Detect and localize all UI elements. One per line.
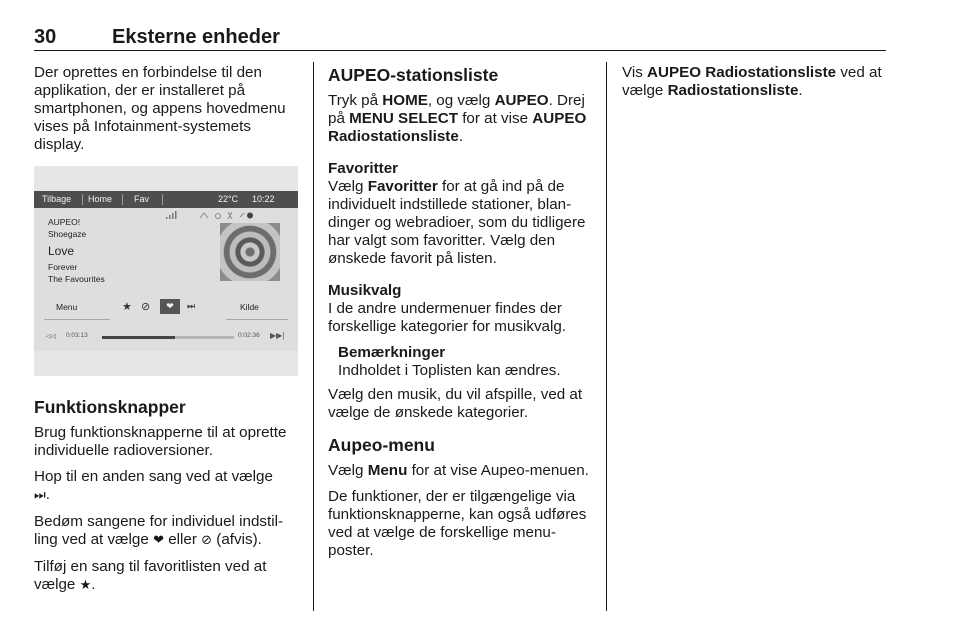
header-rule <box>34 50 886 51</box>
column-1 <box>34 64 298 162</box>
function-buttons-section <box>34 396 298 603</box>
star-icon: ★ <box>79 578 92 593</box>
progress-bar[interactable] <box>102 336 234 339</box>
note-text: Indholdet i Toplisten kan ændres. <box>338 362 561 379</box>
menu-underline <box>44 319 110 320</box>
radio-station-list-paragraph: Vis AUPEO Radiostationsliste ved at vælge Radiostationsliste. <box>622 64 882 99</box>
temperature: 22°C <box>218 194 239 204</box>
clock: 10:22 <box>252 194 275 204</box>
signal-icons <box>164 211 254 222</box>
connectivity-icon <box>164 211 254 220</box>
remaining-time: 0:02:36 <box>238 332 260 339</box>
page-header <box>34 26 886 52</box>
reject-icon[interactable]: ⊘ <box>141 301 151 313</box>
song-title: Love <box>48 244 75 258</box>
album-art <box>220 223 280 281</box>
favorite-instruction: Tilføj en sang til favoritlisten ved at vælge ★. <box>34 558 267 593</box>
column-divider-2 <box>606 62 607 611</box>
rewind-icon: ◁◁ <box>46 333 56 340</box>
station-list-paragraph: Tryk på HOME, og vælg AUPEO. Drej på MENU SELECT for at vise AUPEO Radiostationsliste. <box>328 92 587 145</box>
music-selection-paragraph: I de andre undermenuer findes der forskellige kategorier for musikvalg. <box>328 300 567 335</box>
select-music-paragraph: Vælg den musik, du vil afspille, ved at vælge de ønskede kategorier. <box>328 386 583 421</box>
menu-button[interactable]: Menu <box>56 302 78 312</box>
elapsed-time: 0:03:13 <box>66 332 88 339</box>
favorites-heading: Favoritter <box>328 160 399 177</box>
column-3 <box>622 64 886 108</box>
page-number: 30 <box>34 26 57 48</box>
album-name: The Favourites <box>48 274 105 284</box>
genre-name: Shoegaze <box>48 229 87 239</box>
note-heading: Bemærkninger <box>338 344 446 361</box>
station-name: AUPEO! <box>48 217 81 227</box>
reject-icon: ⊘ <box>201 533 213 548</box>
skip-icon: ⏭ <box>34 488 46 503</box>
tab-separator <box>122 194 123 205</box>
note-box <box>328 344 594 380</box>
intro-paragraph: Der oprettes en forbindelse til den applikation, der er installeret på smartphonen, og appens hovedmenu vises på Infotainment-systemets display. <box>34 64 286 153</box>
tab-separator <box>82 194 83 205</box>
progress-fill <box>102 336 175 339</box>
rate-instruction: Bedøm sangene for individuel indstilling ved at vælge ❤ eller ⊘ (afvis). <box>34 513 284 548</box>
fav-tab: Fav <box>134 194 150 204</box>
heart-icon: ❤ <box>153 533 164 548</box>
skip-icon[interactable]: ⏭ <box>187 301 196 311</box>
music-selection-heading: Musikvalg <box>328 282 402 299</box>
home-tab: Home <box>88 194 113 204</box>
section-title-aupeo-menu: Aupeo-menu <box>328 435 435 455</box>
status-bar <box>34 191 298 208</box>
column-2 <box>328 64 594 568</box>
function-menu-paragraph: De funktioner, der er tilgængelige via funktionsknapperne, kan også udføres ved at vælge de forskellige menuposter. <box>328 488 587 559</box>
skip-instruction: Hop til en anden sang ved at vælge ⏭. <box>34 468 273 503</box>
section-title-station-list: AUPEO-stationsliste <box>328 65 499 85</box>
source-button[interactable]: Kilde <box>240 302 259 312</box>
source-underline <box>226 319 288 320</box>
heart-icon[interactable]: ❤ <box>160 299 180 314</box>
back-tab: Tilbage <box>42 194 72 204</box>
artist-name: Forever <box>48 262 78 272</box>
infotainment-screenshot <box>34 166 298 376</box>
tab-separator <box>162 194 163 205</box>
star-icon[interactable]: ★ <box>122 301 132 313</box>
section-title-function-buttons: Funktionsknapper <box>34 397 186 417</box>
favorites-paragraph: Vælg Favoritter for at gå ind på de individuelt indstillede stationer, blandinger og webradioer, som du tidligere har valgt som favoritter. Vælg den ønskede favorit på listen. <box>328 178 586 267</box>
column-divider-1 <box>313 62 314 611</box>
chapter-title: Eksterne enheder <box>112 26 280 48</box>
infotainment-screen <box>34 191 298 351</box>
fast-forward-icon: ▶▶| <box>270 331 285 340</box>
aupeo-menu-paragraph: Vælg Menu for at vise Aupeo-menuen. <box>328 462 589 479</box>
function-buttons-intro: Brug funktionsknapperne til at oprette individuelle radioversioner. <box>34 424 287 459</box>
